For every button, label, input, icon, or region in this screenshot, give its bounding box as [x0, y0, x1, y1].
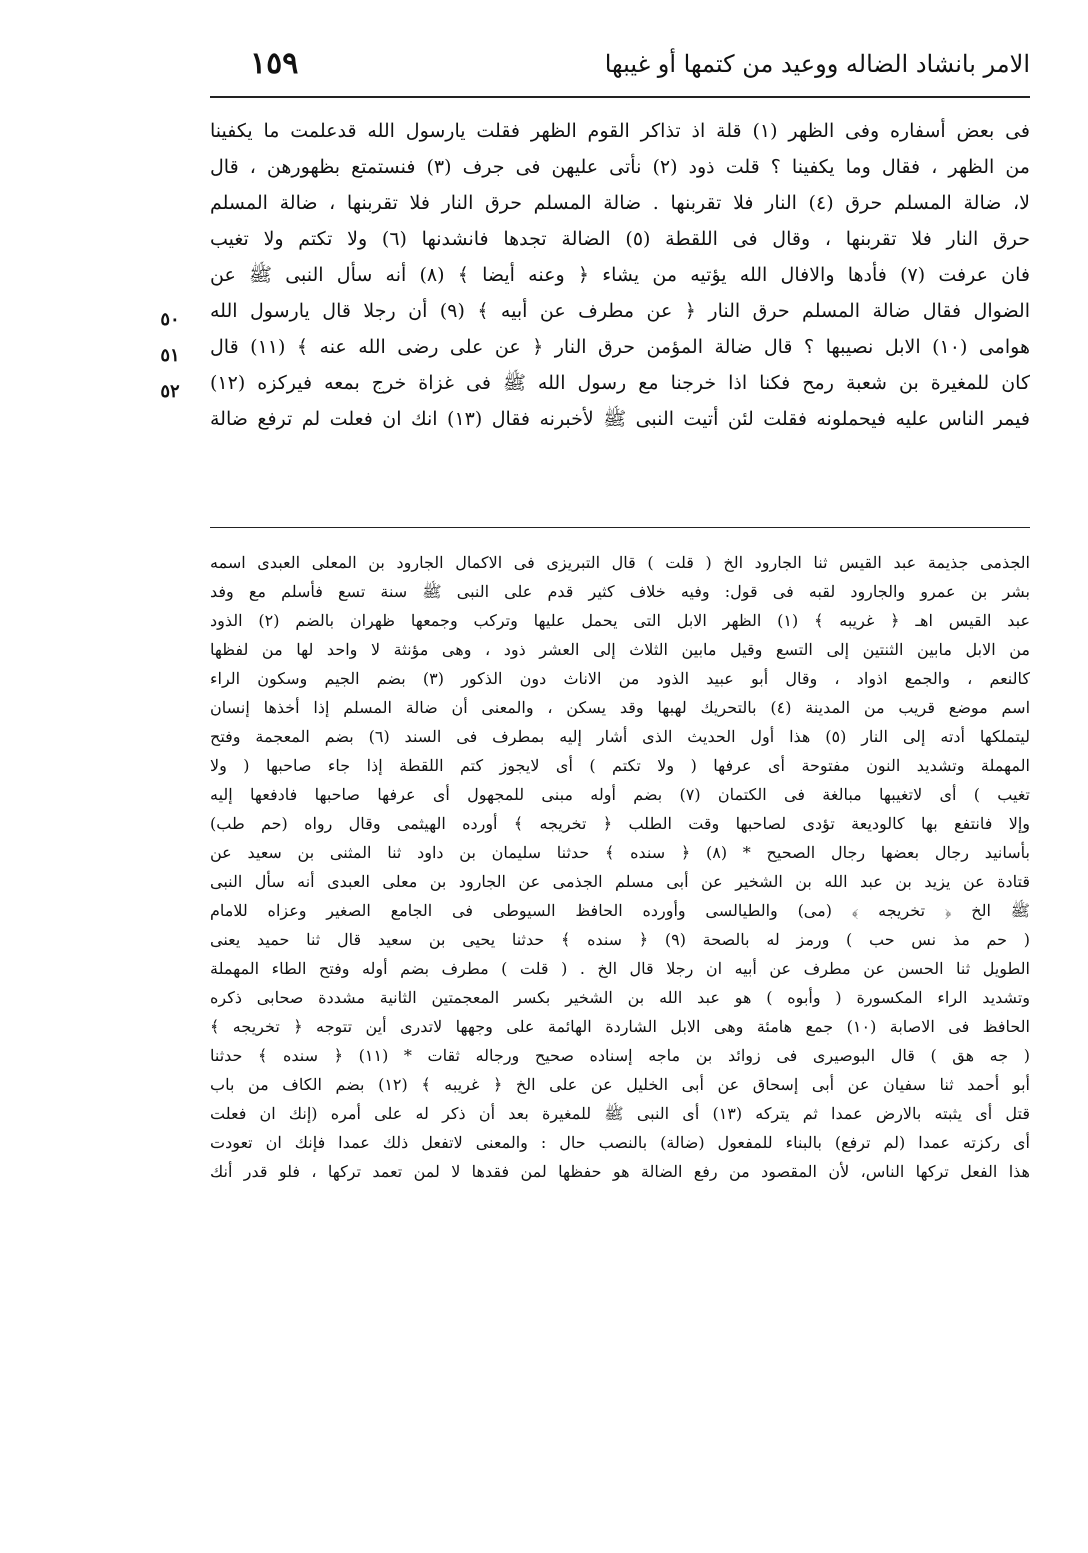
footnote-line: قتل أى يثبته بالارض عمدا ثم يتركه (١٣) أى النبى ﷺ للمغيرة بعد أن ذكر له على أمره (إنك ان فعلت — [210, 1104, 1030, 1123]
footnote-line: بشر بن عمرو والجارود لقبه فى قول: وفيه خلاف كثير قدم على النبى ﷺ سنة تسع فأسلم مع وفد — [210, 582, 1030, 601]
main-text-line: من الظهر ، فقال وما يكفينا ؟ قلت ذود (٢) نأتى عليهن فى جرف (٣) فنستمتع بظهورهن ، قال — [210, 156, 1030, 178]
footnote-line: ( جه هق ) قال البوصيرى فى زوائد بن ماجه إسناده صحيح ورجاله ثقات * (١١) ﴿ سنده ﴾ حدثنا — [210, 1046, 1030, 1065]
footnote-line: ( حم مذ نس حب ) ورمز له بالصحة (٩) ﴿ سنده ﴾ حدثنا يحيى بن سعيد قال ثنا حميد يعنى — [210, 930, 1030, 949]
footnotes — [210, 548, 1030, 1186]
header-rule — [210, 96, 1030, 98]
footnote-line: عبد القيس اهـ ﴿ غريبه ﴾ (١) الظهر الابل التى يحمل عليها وتركب وجمعها ظهران بالضم (٢) الذود — [210, 611, 1030, 630]
page-number: ١٥٩ — [250, 46, 299, 81]
hadith-number-column — [150, 302, 190, 410]
footnote-line: المهملة وتشديد النون مفتوحة أى عرفها ( ولا تكتم ) أى لايجوز كتم اللقطة إذا جاء صاحبها ( ولا — [210, 756, 1030, 775]
footnote-line: من الابل مابين الثنتين إلى التسع وقيل مابين الثلاث إلى العشر ذود ، وهى مؤنثة لا واحد لها من لفظها — [210, 640, 1030, 659]
footnote-line: بأسانيد رجال بعضها رجال الصحيح * (٨) ﴿ سنده ﴾ حدثنا سليمان بن داود ثنا المثنى بن سعيد عن — [210, 843, 1030, 862]
main-text-line: فى بعض أسفاره وفى الظهر (١) قلة اذ تذاكر القوم الظهر فقلت يارسول الله قدعلمت ما يكفينا — [210, 120, 1030, 142]
footnote-line: تغيب ) أى لاتغيبها مبالغة فى الكتمان (٧) بضم أوله مبنى للمجهول أى عرفها صاحبها فادفعها إليه — [210, 785, 1030, 804]
main-text-line: لا، ضالة المسلم حرق (٤) النار فلا تقربنها . ضالة المسلم حرق النار فلا تقربنها ، ضالة المسلم — [210, 192, 1030, 214]
hadith-number: ٥٢ — [160, 381, 180, 402]
footnote-line: وإلا فانتفع بها كالوديعة تؤدى لصاحبها وقت الطلب ﴿ تخريجه ﴾ أورده الهيثمى وقال رواه (حم طب) — [210, 814, 1030, 833]
footnote-line: ﷺ الخ ﴿ تخريجه ﴾ (مى) والطيالسى وأورده الحافظ السيوطى فى الجامع الصغير وعزاه للامام — [210, 901, 1030, 920]
main-text-line: هوامى (١٠) الابل نصيبها ؟ قال ضالة المؤمن حرق النار ﴿ عن على رضى الله عنه ﴾ (١١) قال — [210, 336, 1030, 358]
footnote-line: الجذمى جذيمة عبد القيس ثنا الجارود الخ ( قلت ) قال التبريزى فى الاكمال الجارود بن المعلى العبدى اسمه — [210, 553, 1030, 572]
footnote-line: اسم موضع قريب من المدينة (٤) بالتحريك لهبها وقد يسكن ، والمعنى أن ضالة المسلم إذا أخذها إنسان — [210, 698, 1030, 717]
footnote-line: الحافظ فى الاصابة (١٠) جمع هامئة وهى الابل الشاردة الهائمة على وجهها لاتدرى أين تتوجه ﴿ تخريجه ﴾ — [210, 1017, 1030, 1036]
page-header — [210, 40, 1030, 92]
footnote-line: أى ركزته عمدا (لم ترفع) بالبناء للمفعول (ضالة) بالنصب حال : والمعنى لاتفعل ذلك عمدا فإنك ان تعودت — [210, 1133, 1030, 1152]
main-text-line: فان عرفت (٧) فأدها والافال الله يؤتيه من يشاء ﴿ وعنه أيضا ﴾ (٨) أنه سأل النبى ﷺ عن — [210, 264, 1030, 286]
footnote-separator-rule — [210, 527, 1030, 528]
main-text-line: حرق النار فلا تقربنها ، وقال فى اللقطة (٥) الضالة تجدها فانشدنها (٦) ولا تكتم ولا تغيب — [210, 228, 1030, 250]
main-text-line: كان للمغيرة بن شعبة رمح فكنا اذا خرجنا مع رسول الله ﷺ فى غزاة خرج بمعه فيركزه (١٢) — [210, 372, 1030, 394]
footnote-line: كالنعم ، والجمع اذواد ، وقال أبو عبيد الذود من الاناث دون الذكور (٣) بضم الجيم وسكون الراء — [210, 669, 1030, 688]
hadith-number: ٥٠ — [160, 309, 180, 330]
footnote-line: أبو أحمد ثنا سفيان عن أبى إسحاق عن أبى الخليل عن على الخ ﴿ غريبه ﴾ (١٢) بضم الكاف من باب — [210, 1075, 1030, 1094]
main-text-line: الضوال فقال ضالة المسلم حرق النار ﴿ عن مطرف عن أبيه ﴾ (٩) أن رجلا قال يارسول الله — [210, 300, 1030, 322]
footnote-line: الطويل ثنا الحسن عن مطرف عن أبيه ان رجلا قال الخ . ( قلت ) مطرف بضم أوله وفتح الطاء المهملة — [210, 959, 1030, 978]
footnote-line: هذا الفعل تركها الناس، لأن المقصود من رفع الضالة هو حفظها لمن فقدها لا لمن تعمد تركها ، فلو قدر أنك — [210, 1162, 1030, 1181]
main-text-line: فيمر الناس عليه فيحملونه فقلت لئن أتيت النبى ﷺ لأخبرنه فقال (١٣) انك ان فعلت لم ترفع ضالة — [210, 408, 1030, 430]
main-text — [210, 113, 1030, 437]
footnote-line: ليتملكها أدته إلى النار (٥) هذا أول الحديث الذى أشار إليه بمطرف فى السند (٦) بضم المعجمة وفتح — [210, 727, 1030, 746]
footnote-line: وتشديد الراء المكسورة ( وأبوه ) هو عبد الله بن الشخير بكسر المعجمتين الثانية مشددة صحابى ذكره — [210, 988, 1030, 1007]
running-title: الامر بانشاد الضاله ووعيد من كتمها أو غيبها — [604, 50, 1030, 78]
hadith-number: ٥١ — [160, 345, 180, 366]
footnote-line: قتادة عن يزيد بن عبد الله بن الشخير عن أبى مسلم الجذمى عن الجارود بن معلى العبدى أنه سأل النبى — [210, 872, 1030, 891]
